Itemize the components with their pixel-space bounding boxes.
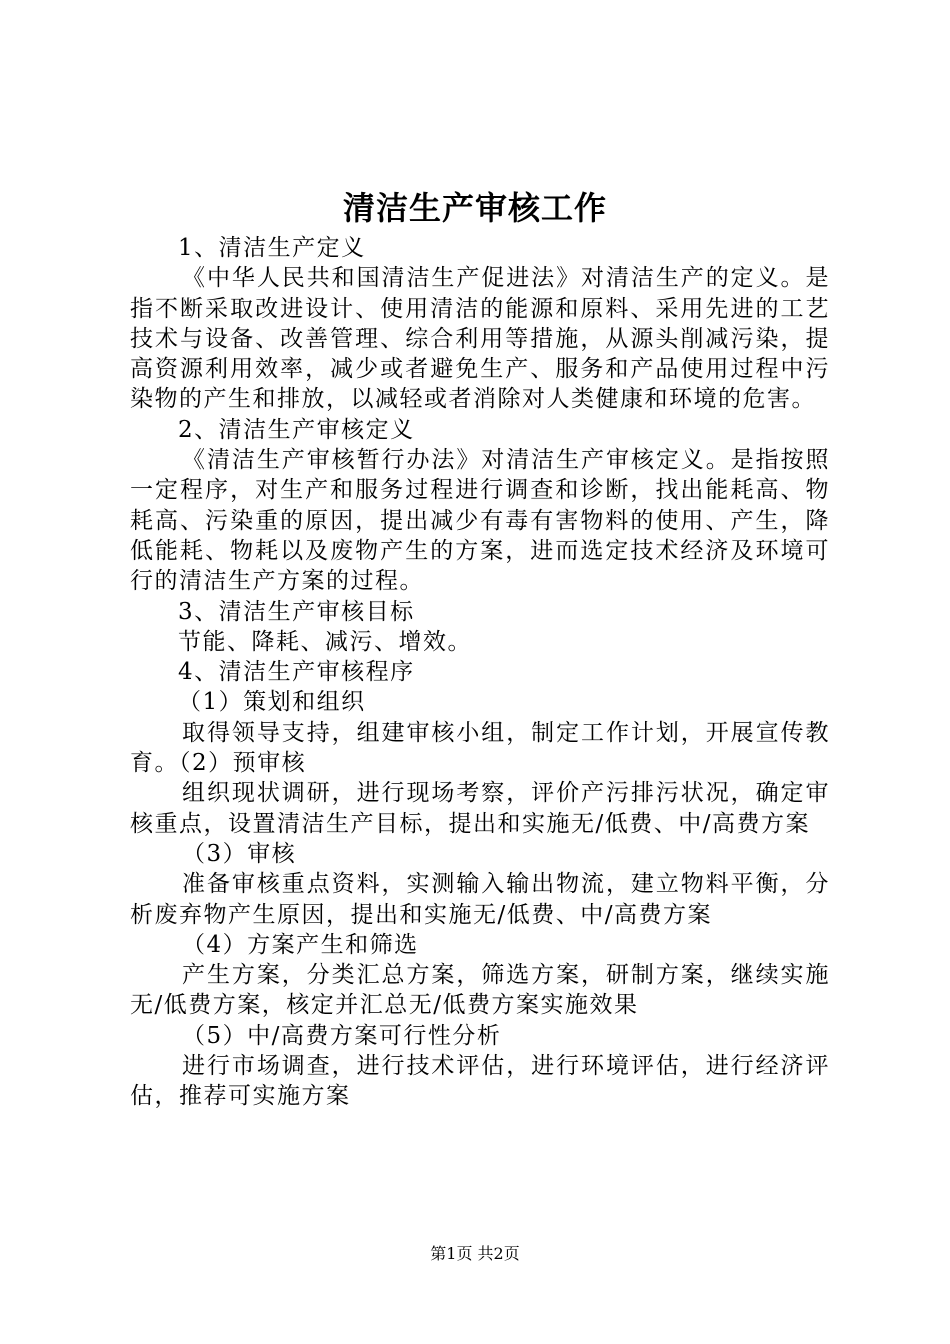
paragraph-definition: 《中华人民共和国清洁生产促进法》对清洁生产的定义。是指不断采取改进设计、使用清洁的能源和原料、采用先进的工艺技术与设备、改善管理、综合利用等措施，从源头削减污染，提高资源利用效率，减少或者避免生产、服务和产品使用过程中污染物的产生和排放，以减轻或者消除对人类健康和环境的危害。 bbox=[130, 265, 830, 413]
step-paragraph-4: 产生方案，分类汇总方案，筛选方案，研制方案，继续实施无/低费方案，核定并汇总无/低费方案实施效果 bbox=[130, 962, 830, 1019]
document-body bbox=[130, 233, 830, 1112]
section-heading-1: 1、清洁生产定义 bbox=[178, 235, 366, 261]
paragraph-audit-definition: 《清洁生产审核暂行办法》对清洁生产审核定义。是指按照一定程序，对生产和服务过程进行调查和诊断，找出能耗高、物耗高、污染重的原因，提出减少有毒有害物料的使用、产生，降低能耗、物耗以及废物产生的方案，进而选定技术经济及环境可行的清洁生产方案的过程。 bbox=[130, 447, 830, 595]
section-heading-4: 4、清洁生产审核程序 bbox=[178, 659, 415, 686]
step-heading-5: （5）中/高费方案可行性分析 bbox=[182, 1022, 502, 1049]
step-heading-1: （1）策划和组织 bbox=[178, 689, 366, 716]
step-paragraph-5: 进行市场调查，进行技术评估，进行环境评估，进行经济评估，推荐可实施方案 bbox=[130, 1053, 830, 1110]
document-title: 清洁生产审核工作 bbox=[342, 189, 607, 227]
step-paragraph-3: 准备审核重点资料，实测输入输出物流，建立物料平衡，分析废弃物产生原因，提出和实施无/低费、中/高费方案 bbox=[130, 871, 830, 928]
section-heading-2: 2、清洁生产审核定义 bbox=[178, 416, 415, 443]
step-heading-4: （4）方案产生和筛选 bbox=[182, 931, 419, 958]
section-heading-3: 3、清洁生产审核目标 bbox=[178, 598, 415, 625]
step-paragraph-2: 组织现状调研，进行现场考察，评价产污排污状况，确定审核重点，设置清洁生产目标，提出和实施无/低费、中/高费方案 bbox=[130, 780, 830, 837]
step-heading-3: （3）审核 bbox=[182, 840, 297, 867]
step-paragraph-1: 取得领导支持，组建审核小组，制定工作计划，开展宣传教育。（2）预审核 bbox=[130, 719, 830, 777]
page-number: 第1页 共2页 bbox=[430, 1244, 520, 1263]
paragraph-audit-goal: 节能、降耗、减污、增效。 bbox=[178, 628, 472, 655]
